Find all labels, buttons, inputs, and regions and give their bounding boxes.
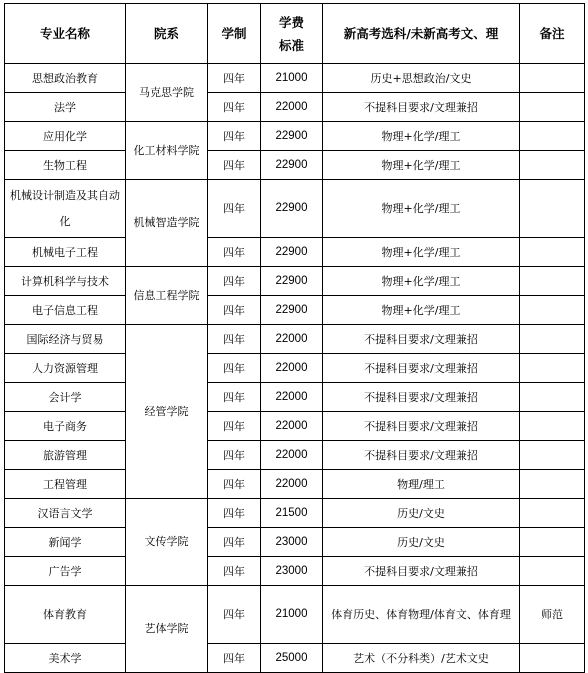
remark	[520, 267, 585, 296]
department-name: 文传学院	[126, 499, 208, 586]
remark	[520, 296, 585, 325]
tuition-fee: 25000	[261, 644, 323, 673]
study-years: 四年	[208, 644, 261, 673]
tuition-fee: 22900	[261, 267, 323, 296]
table-row	[5, 238, 585, 267]
subject-requirement: 物理/理工	[323, 470, 520, 499]
subject-requirement: 不提科目要求/文理兼招	[323, 93, 520, 122]
tuition-fee: 22900	[261, 151, 323, 180]
table-row	[5, 470, 585, 499]
remark	[520, 383, 585, 412]
subject-requirement: 不提科目要求/文理兼招	[323, 354, 520, 383]
subject-requirement: 不提科目要求/文理兼招	[323, 441, 520, 470]
tuition-fee: 22900	[261, 122, 323, 151]
study-years: 四年	[208, 296, 261, 325]
subject-requirement: 物理+化学/理工	[323, 180, 520, 238]
remark	[520, 93, 585, 122]
table-row	[5, 354, 585, 383]
table-row	[5, 383, 585, 412]
table-row	[5, 180, 585, 238]
department-name: 经管学院	[126, 325, 208, 499]
major-name: 新闻学	[5, 528, 126, 557]
major-name: 工程管理	[5, 470, 126, 499]
subject-requirement: 物理+化学/理工	[323, 151, 520, 180]
header-fee-line1: 学费	[278, 14, 304, 30]
subject-requirement: 不提科目要求/文理兼招	[323, 383, 520, 412]
table-row	[5, 499, 585, 528]
table-row	[5, 325, 585, 354]
subject-requirement: 物理+化学/理工	[323, 267, 520, 296]
subject-requirement: 物理+化学/理工	[323, 238, 520, 267]
subject-requirement: 历史+思想政治/文史	[323, 64, 520, 93]
remark	[520, 470, 585, 499]
remark: 师范	[520, 586, 585, 644]
department-name: 艺体学院	[126, 586, 208, 673]
remark	[520, 325, 585, 354]
table-row	[5, 441, 585, 470]
subject-requirement: 物理+化学/理工	[323, 122, 520, 151]
major-name: 广告学	[5, 557, 126, 586]
major-name: 计算机科学与技术	[5, 267, 126, 296]
study-years: 四年	[208, 470, 261, 499]
major-name: 国际经济与贸易	[5, 325, 126, 354]
table-row	[5, 93, 585, 122]
department-name: 马克思学院	[126, 64, 208, 122]
remark	[520, 238, 585, 267]
header-department: 院系	[126, 4, 208, 64]
table-row	[5, 64, 585, 93]
study-years: 四年	[208, 557, 261, 586]
remark	[520, 122, 585, 151]
remark	[520, 644, 585, 673]
major-name: 美术学	[5, 644, 126, 673]
header-fee	[261, 4, 323, 64]
remark	[520, 528, 585, 557]
study-years: 四年	[208, 122, 261, 151]
remark	[520, 441, 585, 470]
major-name: 机械设计制造及其自动化	[5, 180, 126, 238]
department-name: 信息工程学院	[126, 267, 208, 325]
tuition-fee: 22000	[261, 470, 323, 499]
remark	[520, 412, 585, 441]
study-years: 四年	[208, 586, 261, 644]
major-name: 汉语言文学	[5, 499, 126, 528]
header-major: 专业名称	[5, 4, 126, 64]
table-row	[5, 267, 585, 296]
study-years: 四年	[208, 267, 261, 296]
study-years: 四年	[208, 528, 261, 557]
remark	[520, 354, 585, 383]
tuition-fee: 22900	[261, 296, 323, 325]
major-name: 思想政治教育	[5, 64, 126, 93]
study-years: 四年	[208, 238, 261, 267]
table-row	[5, 644, 585, 673]
major-name: 法学	[5, 93, 126, 122]
table-row	[5, 151, 585, 180]
header-row	[5, 4, 585, 64]
tuition-fee: 22000	[261, 354, 323, 383]
tuition-fee: 23000	[261, 528, 323, 557]
header-fee-line2: 标准	[278, 37, 304, 53]
header-subjects: 新高考选科/未新高考文、理	[323, 4, 520, 64]
tuition-fee: 21000	[261, 586, 323, 644]
remark	[520, 557, 585, 586]
tuition-fee: 22000	[261, 325, 323, 354]
major-name: 人力资源管理	[5, 354, 126, 383]
tuition-fee: 22000	[261, 441, 323, 470]
study-years: 四年	[208, 93, 261, 122]
header-years: 学制	[208, 4, 261, 64]
remark	[520, 64, 585, 93]
study-years: 四年	[208, 412, 261, 441]
study-years: 四年	[208, 383, 261, 412]
subject-requirement: 物理+化学/理工	[323, 296, 520, 325]
subject-requirement: 艺术（不分科类）/艺术文史	[323, 644, 520, 673]
tuition-fee: 21500	[261, 499, 323, 528]
study-years: 四年	[208, 64, 261, 93]
table-row	[5, 557, 585, 586]
subject-requirement: 体育历史、体育物理/体育文、体育理	[323, 586, 520, 644]
major-name: 会计学	[5, 383, 126, 412]
study-years: 四年	[208, 180, 261, 238]
major-name: 电子信息工程	[5, 296, 126, 325]
department-name: 机械智造学院	[126, 180, 208, 267]
study-years: 四年	[208, 354, 261, 383]
major-name: 应用化学	[5, 122, 126, 151]
tuition-fee: 22000	[261, 383, 323, 412]
table-row	[5, 296, 585, 325]
table-row	[5, 586, 585, 644]
majors-table	[4, 3, 585, 673]
tuition-fee: 22900	[261, 180, 323, 238]
remark	[520, 499, 585, 528]
major-name: 旅游管理	[5, 441, 126, 470]
major-name: 生物工程	[5, 151, 126, 180]
tuition-fee: 22000	[261, 412, 323, 441]
major-name: 电子商务	[5, 412, 126, 441]
study-years: 四年	[208, 325, 261, 354]
subject-requirement: 不提科目要求/文理兼招	[323, 557, 520, 586]
tuition-fee: 22000	[261, 93, 323, 122]
header-remark: 备注	[520, 4, 585, 64]
tuition-fee: 21000	[261, 64, 323, 93]
table-row	[5, 412, 585, 441]
tuition-fee: 22900	[261, 238, 323, 267]
subject-requirement: 历史/文史	[323, 528, 520, 557]
study-years: 四年	[208, 151, 261, 180]
subject-requirement: 不提科目要求/文理兼招	[323, 325, 520, 354]
major-name: 机械电子工程	[5, 238, 126, 267]
remark	[520, 151, 585, 180]
remark	[520, 180, 585, 238]
department-name: 化工材料学院	[126, 122, 208, 180]
study-years: 四年	[208, 499, 261, 528]
table-row	[5, 122, 585, 151]
tuition-fee: 23000	[261, 557, 323, 586]
major-name: 体育教育	[5, 586, 126, 644]
subject-requirement: 不提科目要求/文理兼招	[323, 412, 520, 441]
table-row	[5, 528, 585, 557]
study-years: 四年	[208, 441, 261, 470]
subject-requirement: 历史/文史	[323, 499, 520, 528]
